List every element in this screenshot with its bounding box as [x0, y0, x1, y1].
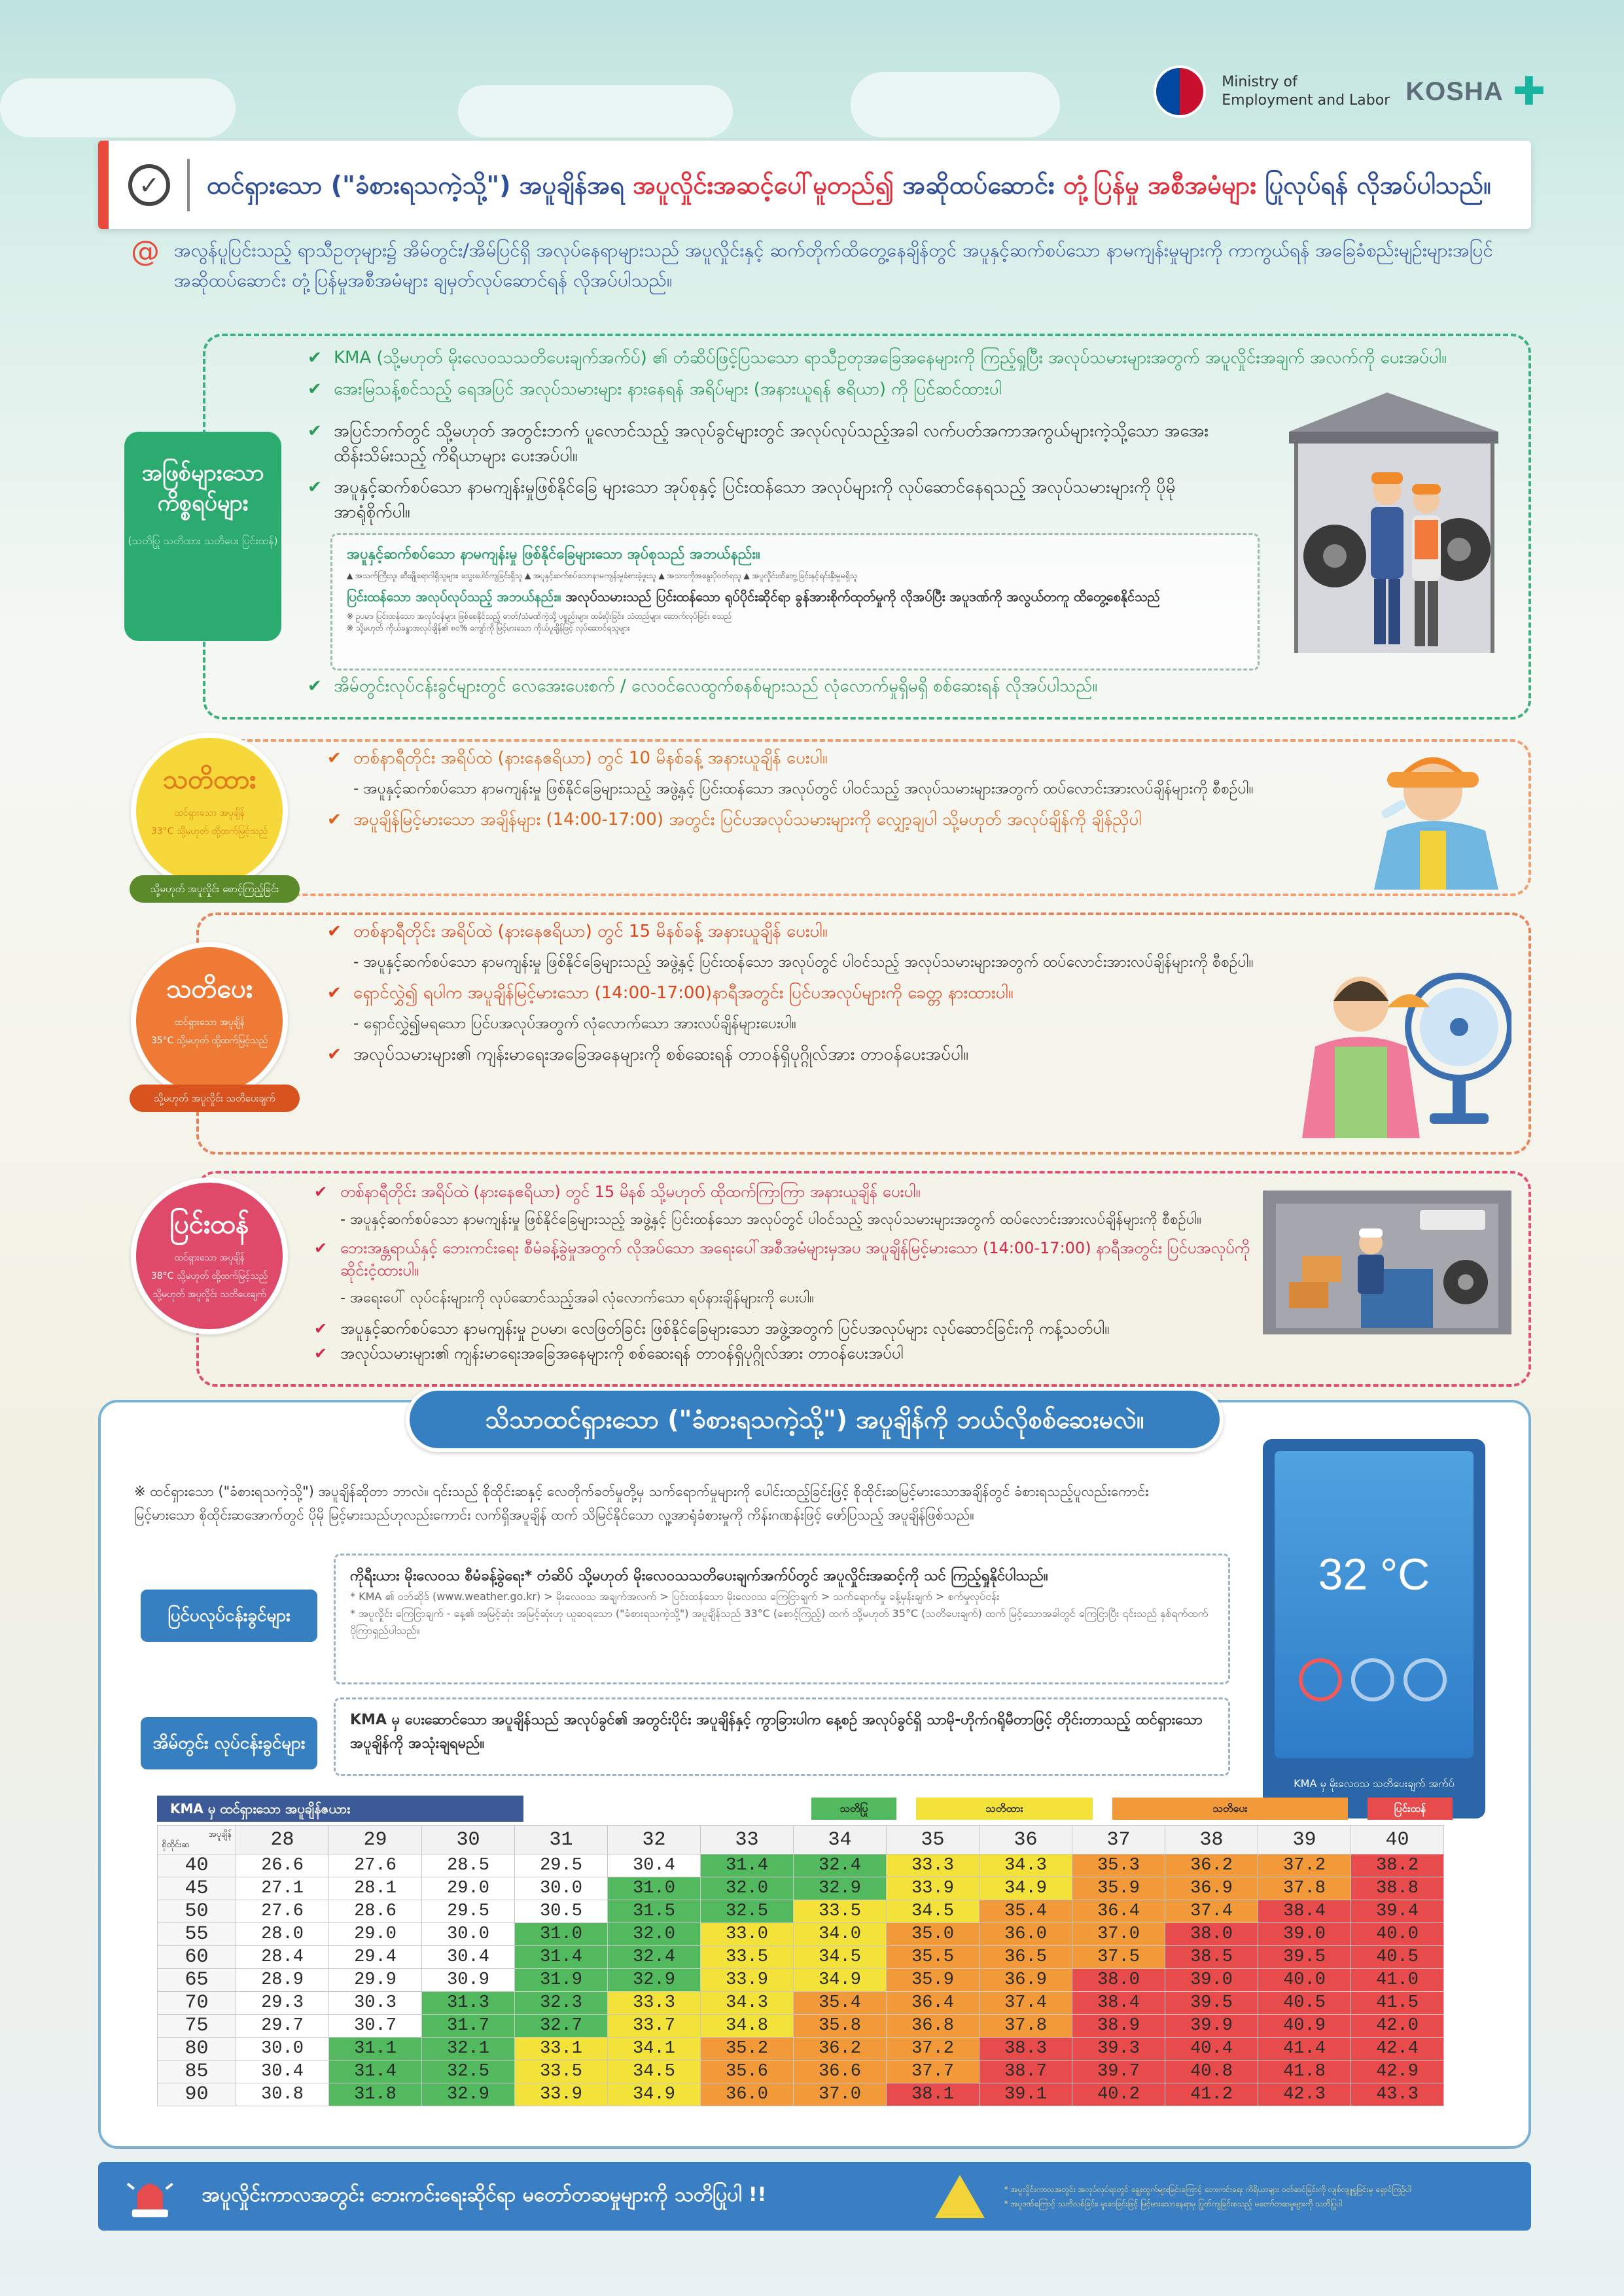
heat-index-cell: 32.4	[794, 1854, 887, 1877]
heat-index-cell: 42.3	[1258, 2083, 1351, 2106]
caution-level-items	[327, 746, 1309, 839]
heat-index-cell: 28.9	[236, 1969, 329, 1992]
cloud-decoration	[851, 72, 1060, 137]
ministry-logo-icon	[1154, 65, 1206, 118]
heat-index-cell: 31.9	[515, 1969, 608, 1992]
weather-app-caption: KMA မှ မိုးလေဝသ သတိပေးချက် အက်ပ်	[1294, 1777, 1455, 1790]
heat-index-cell: 33.9	[887, 1877, 980, 1900]
heat-index-cell: 43.3	[1351, 2083, 1444, 2106]
heat-index-cell: 38.2	[1351, 1854, 1444, 1877]
heat-index-cell: 36.0	[701, 2083, 794, 2106]
temperature-header: 34	[794, 1826, 887, 1854]
heat-index-cell: 32.0	[701, 1877, 794, 1900]
heat-index-cell: 41.0	[1351, 1969, 1444, 1992]
check-icon: ✔	[308, 348, 322, 368]
heat-index-cell: 39.4	[1351, 1900, 1444, 1923]
heat-index-cell: 29.7	[236, 2015, 329, 2038]
temperature-header: 38	[1165, 1826, 1258, 1854]
heat-index-cell: 32.9	[608, 1969, 701, 1992]
weather-app-screenshot	[1263, 1439, 1485, 1818]
table-row	[158, 1923, 1444, 1946]
heat-index-cell: 34.9	[608, 2083, 701, 2106]
heat-index-cell: 35.5	[887, 1946, 980, 1969]
table-row	[158, 2015, 1444, 2038]
check-icon: ✔	[308, 676, 322, 696]
heat-index-cell: 31.0	[515, 1923, 608, 1946]
check-icon: ✔	[314, 1239, 328, 1257]
indoor-workplaces-label: အိမ်တွင်း လုပ်ငန်းခွင်များ	[141, 1717, 317, 1769]
humidity-cell: 85	[158, 2061, 236, 2083]
heat-index-cell: 35.8	[794, 2015, 887, 2038]
heat-index-cell: 36.0	[980, 1923, 1072, 1946]
heat-index-cell: 34.9	[980, 1877, 1072, 1900]
heat-index-cell: 35.2	[701, 2038, 794, 2061]
humidity-cell: 80	[158, 2038, 236, 2061]
heat-index-cell: 34.3	[701, 1992, 794, 2015]
heat-index-cell: 40.5	[1258, 1992, 1351, 2015]
heat-index-cell: 32.9	[794, 1877, 887, 1900]
heat-index-cell: 35.9	[1072, 1877, 1165, 1900]
heat-index-cell: 32.9	[422, 2083, 515, 2106]
heat-index-cell: 35.6	[701, 2061, 794, 2083]
heat-index-cell: 33.5	[794, 1900, 887, 1923]
heat-index-cell: 31.4	[701, 1854, 794, 1877]
heat-index-cell: 29.5	[515, 1854, 608, 1877]
footer-banner	[98, 2162, 1531, 2231]
check-icon: ✓	[128, 164, 170, 206]
heat-index-cell: 38.0	[1165, 1923, 1258, 1946]
table-heading: KMA မှ ထင်ရှားသော အပူချိန်ဇယား	[157, 1796, 523, 1822]
heat-index-cell: 36.9	[980, 1969, 1072, 1992]
heat-index-cell: 33.3	[608, 1992, 701, 2015]
warning-triangle-icon	[935, 2175, 985, 2218]
heat-index-cell: 32.4	[608, 1946, 701, 1969]
headline-banner	[98, 141, 1531, 229]
heat-index-cell: 32.0	[608, 1923, 701, 1946]
cloud-decoration	[0, 78, 236, 137]
heat-index-cell: 40.0	[1258, 1969, 1351, 1992]
heat-index-cell: 38.5	[1165, 1946, 1258, 1969]
heat-index-cell: 33.7	[608, 2015, 701, 2038]
weather-app-screen	[1275, 1451, 1474, 1758]
heat-index-cell: 39.5	[1258, 1946, 1351, 1969]
list-item: ✔ တစ်နာရီတိုင်း အရိပ်ထဲ (နားနေဧရိယာ) တွင် 15 မိနစ်ခန့် အနားယူချိန် ပေးပါ။	[327, 919, 1309, 944]
intro-paragraph: @ အလွန်ပူပြင်းသည့် ရာသီဥတုများ၌ အိမ်တွင်း/အိမ်ပြင်ရှိ အလုပ်နေရာများသည် အပူလှိုင်းနှင့် ဆက်တိုက်ထိတွေ့နေချိန်တွင် အပူနှင့်ဆက်စပ်သော နာမကျန်းမှုများကို ကာကွယ်ရန် အခြေခံစည်းမျဉ်းများအပြင် အဆိုထပ်ဆောင်း တုံ့ပြန်မှုအစီအမံများ ချမှတ်လုပ်ဆောင်ရန် လိုအပ်ပါသည်။	[131, 235, 1518, 296]
info-subheading: ပြင်းထန်သော အလုပ်လုပ်သည့် အဘယ်နည်း။ အလုပ်သမားသည် ပြင်းထန်သော ရုပ်ပိုင်းဆိုင်ရာ ခွန်အားစိုက်ထုတ်မှုကို လိုအပ်ပြီး အပူဒဏ်ကို အလွယ်တကူ ထိတွေ့စေနိုင်သည်	[347, 589, 1160, 604]
humidity-cell: 45	[158, 1877, 236, 1900]
heat-index-cell: 35.9	[887, 1969, 980, 1992]
heat-index-cell: 33.3	[887, 1854, 980, 1877]
caution-level-badge: သတိထား ထင်ရှားသော အပူချိန် 33°C သို့မဟုတ် ထို့ထက်မြင့်သည် သို့မဟုတ် အပူလှိုင်း စောင့်ကြည့်ခြင်း	[131, 733, 288, 890]
table-corner: အပူချိန် စိုထိုင်းဆ	[158, 1826, 236, 1854]
list-item: ✔ တစ်နာရီတိုင်း အရိပ်ထဲ (နားနေဧရိယာ) တွင် 10 မိနစ်ခန့် အနားယူချိန် ပေးပါ။	[327, 746, 1309, 771]
heat-index-cell: 31.1	[329, 2038, 422, 2061]
heat-index-cell: 30.4	[422, 1946, 515, 1969]
heat-index-cell: 39.0	[1258, 1923, 1351, 1946]
heat-index-cell: 40.0	[1351, 1923, 1444, 1946]
cloud-decoration	[458, 85, 733, 137]
heat-index-cell: 30.4	[236, 2061, 329, 2083]
heat-index-cell: 30.8	[236, 2083, 329, 2106]
table-row	[158, 1877, 1444, 1900]
check-icon: ✔	[314, 1183, 328, 1201]
humidity-cell: 65	[158, 1969, 236, 1992]
heat-index-cell: 36.6	[794, 2061, 887, 2083]
heat-index-cell: 32.3	[515, 1992, 608, 2015]
humidity-cell: 60	[158, 1946, 236, 1969]
heat-index-cell: 31.4	[329, 2061, 422, 2083]
heat-index-cell: 38.1	[887, 2083, 980, 2106]
heat-index-cell: 36.8	[887, 2015, 980, 2038]
heat-index-cell: 34.5	[887, 1900, 980, 1923]
fan-worker-illustration	[1296, 942, 1511, 1138]
heat-index-cell: 31.4	[515, 1946, 608, 1969]
heat-index-cell: 34.1	[608, 2038, 701, 2061]
heat-index-cell: 35.4	[980, 1900, 1072, 1923]
drinking-water-illustration	[1348, 746, 1511, 890]
heat-index-cell: 37.8	[980, 2015, 1072, 2038]
temperature-header: 33	[701, 1826, 794, 1854]
apparent-temperature-note: ※ ထင်ရှားသော ("ခံစားရသကဲ့သို့") အပူချိန်ဆိုတာ ဘာလဲ။ ၎င်းသည် စိုထိုင်းဆနှင့် လေတိုက်ခတ်မှုတို့မှ သက်ရောက်မှုများကို ပေါင်းထည့်ခြင်းဖြင့် စိုထိုင်းဆမြင့်မားသောအချိန်တွင် ခံစားရသည့်ပူလည်းကောင်း မြင့်မားသော စိုထိုင်းဆအောက်တွင် ပိုမို မြင့်မားသည်ဟုလည်းကောင်း လက်ရှိအပူချိန် ထက် သိမြင်နိုင်သော လူ့အာရုံခံစားမှုကို ကိန်းဂဏန်းဖြင့် ဖော်ပြသည့် အပူချိန်ဖြစ်သည်။	[134, 1484, 1149, 1523]
outdoor-info-box: ကိုရီးယား မိုးလေဝသ စီမံခန့်ခွဲရေး* တံဆိပ် သို့မဟုတ် မိုးလေဝသသတိပေးချက်အက်ပ်တွင် အပူလှိုင်းအဆင့်ကို သင် ကြည့်ရှုနိုင်ပါသည်။ * KMA ၏ ဝဘ်ဆိုဒ် (www.weather.go.kr) > မိုးလေဝသ အချက်အလက် > ပြင်းထန်သော မိုးလေဝသ ကြေငြာချက် > သက်ရောက်မှု ခန့်မှန်းချက် > စက်မှုလုပ်ငန်း * အပူလှိုင်း ကြေငြာချက် - နေ့၏ အမြင့်ဆုံး အမြင့်ဆုံးဟု ယူဆရသော ("ခံစားရသကဲ့သို့") အပူချိန်သည် 33°C (စောင့်ကြည့်) ထက် သို့မဟုတ် 35°C (သတိပေးချက်) ထက် မြင့်သောအခါတွင် ကြေငြာပြီး ၎င်းသည် နှစ်ရက်ထက် ပိုကြာရှည်ပါသည်။	[334, 1554, 1230, 1684]
heat-index-cell: 37.4	[1165, 1900, 1258, 1923]
humidity-cell: 40	[158, 1854, 236, 1877]
ministry-name: Ministry of Employment and Labor	[1222, 74, 1390, 109]
list-item: ✔ အေးမြသန့်စင်သည့် ရေအပြင် အလုပ်သမားများ နားနေရန် အရိပ်များ (အနားယူရန် ဧရိယာ) ကို ပြင်ဆင်ထားပါ	[308, 377, 1551, 402]
heat-index-cell: 37.4	[980, 1992, 1072, 2015]
heat-index-cell: 37.0	[794, 2083, 887, 2106]
heat-index-cell: 40.5	[1351, 1946, 1444, 1969]
check-icon: ✔	[327, 1045, 342, 1064]
footer-warning-text: အပူလှိုင်းကာလအတွင်း ဘေးကင်းရေးဆိုင်ရာ မတော်တဆမှုများကို သတိပြုပါ !!	[202, 2183, 767, 2206]
heat-index-cell: 27.6	[329, 1854, 422, 1877]
weather-app-temperature: 32 °C	[1318, 1550, 1430, 1599]
heat-index-cell: 39.0	[1165, 1969, 1258, 1992]
humidity-cell: 55	[158, 1923, 236, 1946]
list-item: ✔ အပြင်ဘက်တွင် သို့မဟုတ် အတွင်းဘက် ပူလောင်သည့် အလုပ်ခွင်များတွင် အလုပ်လုပ်သည့်အခါ လက်ပတ်အကာအကွယ်များကဲ့သို့သော အအေးထိန်းသိမ်းသည့် ကိရိယာများ ပေးအပ်ပါ။	[308, 419, 1224, 468]
list-item: ✔ အပူနှင့်ဆက်စပ်သော နာမကျန်းမှု ဥပမာ၊ လေဖြတ်ခြင်း ဖြစ်နိုင်ခြေများသော အဖွဲ့အတွက် ပြင်ပအလုပ်များ လုပ်ဆောင်ခြင်းကို ကန့်သတ်ပါ။	[314, 1319, 1110, 1338]
footer-notes: * အပူလှိုင်းကာလအတွင်း အလုပ်လုပ်ရာတွင် ချွေးထွက်များခြင်းကြောင့် ဘေးကင်းရေး ကိရိယာများ ဝတ်ဆင်ခြင်းကို လျစ်လျူရှုခြင်းမှ ရှောင်ကြဉ်ပါ * အပူဒဏ်ကြောင့် သတိလစ်ခြင်း၊ မူးဝေခြင်းဖြင့် မြင့်မားသောနေရာမှ ပြုတ်ကျခြင်းစသည့် မတော်တဆမှုများကို သတိပြုပါ	[1004, 2184, 1411, 2208]
sub-item: - အပူနှင့်ဆက်စပ်သော နာမကျန်းမှု ဖြစ်နိုင်ခြေများသည့် အဖွဲ့နှင့် ပြင်းထန်သော အလုပ်တွင် ပါဝင်သည့် အလုပ်သမားများအတွက် ထပ်လောင်းအားလပ်ချိန်များကို စီစဉ်ပါ။	[340, 1209, 1263, 1230]
heat-index-cell: 28.5	[422, 1854, 515, 1877]
heat-index-cell: 32.1	[422, 2038, 515, 2061]
heat-index-cell: 31.5	[608, 1900, 701, 1923]
general-level-label: အဖြစ်များသော ကိစ္စရပ်များ (သတိပြု သတိထား သတိပေး ပြင်းထန်)	[124, 432, 281, 641]
heat-index-cell: 33.1	[515, 2038, 608, 2061]
table-row	[158, 2038, 1444, 2061]
heat-index-cell: 29.0	[329, 1923, 422, 1946]
legend-warning: သတိပေး	[1112, 1798, 1348, 1820]
logo-row	[1154, 65, 1545, 118]
heat-index-cell: 35.3	[1072, 1854, 1165, 1877]
heat-index-cell: 32.5	[422, 2061, 515, 2083]
heat-index-cell: 42.9	[1351, 2061, 1444, 2083]
heat-index-cell: 39.7	[1072, 2061, 1165, 2083]
list-item: ✔ KMA (သို့မဟုတ် မိုးလေဝသသတိပေးချက်အက်ပ်) ၏ တံဆိပ်ဖြင့်ပြသသော ရာသီဥတုအခြေအနေများကို ကြည့်ရှုပြီး အလုပ်သမားများအတွက် အပူလှိုင်းအချက် အလက်ကို ပေးအပ်ပါ။	[308, 345, 1551, 370]
heat-index-cell: 38.4	[1072, 1992, 1165, 2015]
temperature-header: 29	[329, 1826, 422, 1854]
heat-index-cell: 29.3	[236, 1992, 329, 2015]
table-header-row	[158, 1826, 1444, 1854]
check-icon: ✔	[314, 1319, 328, 1338]
legend-attention: သတိပြု	[811, 1798, 896, 1820]
heat-index-cell: 28.4	[236, 1946, 329, 1969]
heat-index-cell: 33.5	[701, 1946, 794, 1969]
heat-index-cell: 30.5	[515, 1900, 608, 1923]
legend-caution: သတိထား	[916, 1798, 1093, 1820]
check-icon: ✔	[327, 983, 342, 1003]
heat-index-cell: 36.5	[980, 1946, 1072, 1969]
heat-index-table	[157, 1825, 1444, 2106]
table-row	[158, 1900, 1444, 1923]
list-item: ✔ အလုပ်သမားများ၏ ကျန်းမာရေးအခြေအနေများကို စစ်ဆေးရန် တာဝန်ရှိပုဂ္ဂိုလ်အား တာဝန်ပေးအပ်ပါ	[314, 1344, 904, 1363]
table-row	[158, 2061, 1444, 2083]
heat-index-cell: 38.0	[1072, 1969, 1165, 1992]
heat-index-cell: 29.4	[329, 1946, 422, 1969]
heat-index-cell: 34.5	[794, 1946, 887, 1969]
heat-index-cell: 30.0	[422, 1923, 515, 1946]
divider	[187, 159, 190, 211]
severe-level-badge: ပြင်းထန် ထင်ရှားသော အပူချိန် 38°C သို့မဟုတ် ထို့ထက်မြင့်သည် သို့မဟုတ် အပူလှိုင်း သတိပေးချက်	[131, 1177, 288, 1334]
general-level-items-2	[308, 419, 1224, 531]
list-item: ✔ ဘေးအန္တရာယ်နှင့် ဘေးကင်းရေး စီမံခန့်ခွဲမှုအတွက် လိုအပ်သော အရေးပေါ်အစီအမံများမှအပ အပူချိန်မြင့်မားသော (14:00-17:00) နာရီအတွင်း ပြင်ပအလုပ်ကို ဆိုင်းငံ့ထားပါ။	[314, 1237, 1263, 1281]
check-icon: ✔	[314, 1344, 328, 1363]
heat-index-cell: 40.4	[1165, 2038, 1258, 2061]
severe-level-items	[314, 1181, 1263, 1315]
shade-tent-illustration	[1263, 386, 1511, 661]
heat-index-cell: 29.9	[329, 1969, 422, 1992]
humidity-cell: 90	[158, 2083, 236, 2106]
heat-index-cell: 39.3	[1072, 2038, 1165, 2061]
warning-level-items	[327, 919, 1309, 1073]
table-row	[158, 1969, 1444, 1992]
heat-index-cell: 34.8	[701, 2015, 794, 2038]
heat-index-cell: 34.5	[608, 2061, 701, 2083]
sub-item: - အပူနှင့်ဆက်စပ်သော နာမကျန်းမှု ဖြစ်နိုင်ခြေများသည့် အဖွဲ့နှင့် ပြင်းထန်သော အလုပ်တွင် ပါဝင်သည့် အလုပ်သမားများအတွက် ထပ်လောင်းအားလပ်ချိန်များကို စီစဉ်ပါ။	[353, 777, 1309, 801]
risk-group-infobox: အပူနှင့်ဆက်စပ်သော နာမကျန်းမှု ဖြစ်နိုင်ခြေများသော အုပ်စုသည် အဘယ်နည်း။ ▲ အသက်ကြီးသူ၊ ဆီးချိုရောဂါရှိသူများ၊ သွေးပေါင်ကျခြင်းရှိသူ ▲ အပူနှင့်ဆက်စပ်သောနာမကျန်းမှုခံစားခဲ့ဖူးသူ ▲ အသားကိုအနွေးပိုဝတ်ရသူ ▲ အပူလှိုင်းထိတွေ့ခြင်းနှင့်ရင်းနှီးမှုမရှိသူ ပြင်းထန်သော အလုပ်လုပ်သည့် အဘယ်နည်း။ အလုပ်သမားသည် ပြင်းထန်သော ရုပ်ပိုင်းဆိုင်ရာ ခွန်အားစိုက်ထုတ်မှုကို လိုအပ်ပြီး အပူဒဏ်ကို အလွယ်တကူ ထိတွေ့စေနိုင်သည် ※ ဥပမာ၊ ပြင်းထန်သော အလုပ်ဝန်များ ဖြစ်စေနိုင်သည့် ဓာတ်/သံမဏိကဲ့သို့ ပစ္စည်းများ ထမ်းပိုးခြင်း၊ သံထည်များ ဆောက်လုပ်ခြင်း စသည် ※ သို့မဟုတ် ကိုယ်ခန္ဓာအလုပ်ချိန်၏ ၈၀% ကျော်ကို မြင့်မားသော ကိုယ်ပူချိန်ဖြင့် လုပ်ဆောင်ရသူများ	[330, 533, 1260, 670]
temperature-header: 30	[422, 1826, 515, 1854]
heat-index-cell: 34.3	[980, 1854, 1072, 1877]
heat-index-cell: 28.0	[236, 1923, 329, 1946]
heat-index-cell: 35.0	[887, 1923, 980, 1946]
spiral-icon: @	[131, 235, 160, 268]
list-item: ✔ အိမ်တွင်းလုပ်ငန်းခွင်များတွင် လေအေးပေးစက် / လေဝင်လေထွက်စနစ်များသည် လုံလောက်မှုရှိမရှိ စစ်ဆေးရန် လိုအပ်ပါသည်။	[308, 674, 1518, 699]
heat-index-cell: 36.2	[794, 2038, 887, 2061]
heat-index-cell: 27.1	[236, 1877, 329, 1900]
heat-index-cell: 30.0	[515, 1877, 608, 1900]
heat-index-cell: 31.0	[608, 1877, 701, 1900]
heat-index-cell: 39.1	[980, 2083, 1072, 2106]
indoor-info-box: KMA မှ ပေးဆောင်သော အပူချိန်သည် အလုပ်ခွင်၏ အတွင်းပိုင်း အပူချိန်နှင့် ကွာခြားပါက နေ့စဉ် အလုပ်ခွင်ရှိ သာမို-ဟိုက်ဂရိုမီတာဖြင့် တိုင်းတာသည့် ထင်ရှားသော အပူချိန်ကို အသုံးချရမည်။	[334, 1697, 1230, 1776]
heat-index-cell: 26.6	[236, 1854, 329, 1877]
heat-index-cell: 41.5	[1351, 1992, 1444, 2015]
check-icon: ✔	[308, 421, 322, 441]
heat-index-cell: 31.8	[329, 2083, 422, 2106]
heat-index-cell: 41.2	[1165, 2083, 1258, 2106]
heat-index-cell: 29.0	[422, 1877, 515, 1900]
heat-index-cell: 35.4	[794, 1992, 887, 2015]
heat-index-cell: 27.6	[236, 1900, 329, 1923]
kosha-logo: KOSHA	[1405, 77, 1504, 106]
weather-gauge-icon	[1294, 1647, 1451, 1719]
heat-index-cell: 39.9	[1165, 2015, 1258, 2038]
heat-index-cell: 37.2	[1258, 1854, 1351, 1877]
list-item: ✔ အပူနှင့်ဆက်စပ်သော နာမကျန်းမှုဖြစ်နိုင်ခြေ များသော အုပ်စုနှင့် ပြင်းထန်သော အလုပ်များကို လုပ်ဆောင်နေရသည့် အလုပ်သမားများကို ပိုမိုအာရုံစိုက်ပါ။	[308, 475, 1224, 525]
temperature-header: 28	[236, 1826, 329, 1854]
heat-index-cell: 33.9	[701, 1969, 794, 1992]
heat-index-cell: 30.9	[422, 1969, 515, 1992]
heat-index-cell: 34.9	[794, 1969, 887, 1992]
heat-index-cell: 38.7	[980, 2061, 1072, 2083]
heat-index-cell: 42.0	[1351, 2015, 1444, 2038]
indoor-factory-illustration	[1263, 1191, 1511, 1334]
temperature-header: 31	[515, 1826, 608, 1854]
heat-index-cell: 39.5	[1165, 1992, 1258, 2015]
heat-index-cell: 42.4	[1351, 2038, 1444, 2061]
heat-index-cell: 37.2	[887, 2038, 980, 2061]
heat-index-cell: 28.6	[329, 1900, 422, 1923]
temperature-header: 36	[980, 1826, 1072, 1854]
heat-index-cell: 33.0	[701, 1923, 794, 1946]
outdoor-workplaces-label: ပြင်ပလုပ်ငန်းခွင်များ	[141, 1590, 317, 1642]
heat-index-cell: 30.0	[236, 2038, 329, 2061]
legend-severe: ပြင်းထန်	[1368, 1798, 1453, 1820]
sub-item: - ရှောင်လွှဲ၍မရသော ပြင်ပအလုပ်အတွက် လုံလောက်သော အားလပ်ချိန်များပေးပါ။	[353, 1012, 1309, 1035]
check-icon: ✔	[308, 379, 322, 399]
heat-index-cell: 38.4	[1258, 1900, 1351, 1923]
table-row	[158, 1854, 1444, 1877]
heat-index-cell: 38.8	[1351, 1877, 1444, 1900]
heat-index-cell: 28.1	[329, 1877, 422, 1900]
heat-index-cell: 40.8	[1165, 2061, 1258, 2083]
check-icon: ✔	[308, 478, 322, 497]
heat-index-cell: 33.9	[515, 2083, 608, 2106]
heat-index-cell: 36.2	[1165, 1854, 1258, 1877]
heat-index-cell: 41.8	[1258, 2061, 1351, 2083]
check-icon: ✔	[327, 922, 342, 941]
heat-index-cell: 37.0	[1072, 1923, 1165, 1946]
heat-index-cell: 37.8	[1258, 1877, 1351, 1900]
table-row	[158, 2083, 1444, 2106]
sub-item: - အရေးပေါ် လုပ်ငန်းများကို လုပ်ဆောင်သည့်အခါ လုံလောက်သော ရပ်နားချိန်များကို ပေးပါ။	[340, 1288, 1263, 1309]
list-item: ✔ အလုပ်သမားများ၏ ကျန်းမာရေးအခြေအနေများကို စစ်ဆေးရန် တာဝန်ရှိပုဂ္ဂိုလ်အား တာဝန်ပေးအပ်ပါ။	[327, 1042, 1309, 1067]
table-row	[158, 1992, 1444, 2015]
table-row	[158, 1946, 1444, 1969]
list-item: ✔ အပူချိန်မြင့်မားသော အချိန်များ (14:00-17:00) အတွင်း ပြင်ပအလုပ်သမားများကို လျှော့ချပါ သို့မဟုတ် အလုပ်ချိန်ကို ချိန်ညှိပါ	[327, 807, 1309, 832]
heat-index-cell: 30.3	[329, 1992, 422, 2015]
temperature-header: 40	[1351, 1826, 1444, 1854]
heat-index-cell: 36.4	[887, 1992, 980, 2015]
temperature-header: 39	[1258, 1826, 1351, 1854]
heat-index-cell: 36.4	[1072, 1900, 1165, 1923]
check-section-title: သိသာထင်ရှားသော ("ခံစားရသကဲ့သို့") အပူချိန်ကို ဘယ်လိုစစ်ဆေးမလဲ။	[406, 1387, 1224, 1452]
heat-index-cell: 40.2	[1072, 2083, 1165, 2106]
temperature-header: 37	[1072, 1826, 1165, 1854]
heat-index-cell: 36.9	[1165, 1877, 1258, 1900]
humidity-cell: 75	[158, 2015, 236, 2038]
heat-index-cell: 38.3	[980, 2038, 1072, 2061]
check-icon: ✔	[327, 748, 342, 768]
sub-item: - အပူနှင့်ဆက်စပ်သော နာမကျန်းမှု ဖြစ်နိုင်ခြေများသည့် အဖွဲ့နှင့် ပြင်းထန်သော အလုပ်တွင် ပါဝင်သည့် အလုပ်သမားများအတွက် ထပ်လောင်းအားလပ်ချိန်များကို စီစဉ်ပါ။	[353, 950, 1309, 974]
check-icon: ✔	[327, 810, 342, 829]
general-level-items-3	[308, 674, 1518, 705]
heat-index-cell: 38.9	[1072, 2015, 1165, 2038]
list-item: ✔ တစ်နာရီတိုင်း အရိပ်ထဲ (နားနေဧရိယာ) တွင် 15 မိနစ် သို့မဟုတ် ထိုထက်ကြာကြာ အနားယူချိန် ပေးပါ။	[314, 1181, 1263, 1203]
list-item: ✔ ရှောင်လွှဲ၍ ရပါက အပူချိန်မြင့်မားသော (14:00-17:00)နာရီအတွင်း ပြင်ပအလုပ်များကို ခေတ္တ နားထားပါ။	[327, 981, 1309, 1005]
warning-level-badge: သတိပေး ထင်ရှားသော အပူချိန် 35°C သို့မဟုတ် ထို့ထက်မြင့်သည် သို့မဟုတ် အပူလှိုင်း သတိပေးချက်	[131, 942, 288, 1099]
heat-index-cell: 32.7	[515, 2015, 608, 2038]
temperature-header: 35	[887, 1826, 980, 1854]
heat-index-cell: 40.9	[1258, 2015, 1351, 2038]
humidity-cell: 50	[158, 1900, 236, 1923]
heat-index-cell: 37.7	[887, 2061, 980, 2083]
heat-index-cell: 31.7	[422, 2015, 515, 2038]
heat-index-cell: 30.7	[329, 2015, 422, 2038]
temperature-header: 32	[608, 1826, 701, 1854]
heat-index-cell: 29.5	[422, 1900, 515, 1923]
siren-icon	[124, 2170, 176, 2223]
headline-text: ထင်ရှားသော ("ခံစားရသကဲ့သို့") အပူချိန်အရ အပူလှိုင်းအဆင့်ပေါ်မူတည်၍ အဆိုထပ်ဆောင်း တုံ့ပြန်မှု အစီအမံများ ပြုလုပ်ရန် လိုအပ်ပါသည်။	[207, 170, 1491, 200]
heat-index-cell: 34.0	[794, 1923, 887, 1946]
heat-index-cell: 37.5	[1072, 1946, 1165, 1969]
heat-index-cell: 31.3	[422, 1992, 515, 2015]
heat-index-cell: 41.4	[1258, 2038, 1351, 2061]
humidity-cell: 70	[158, 1992, 236, 2015]
heat-index-cell: 30.4	[608, 1854, 701, 1877]
heat-index-cell: 33.5	[515, 2061, 608, 2083]
heat-index-cell: 32.5	[701, 1900, 794, 1923]
kosha-plus-icon: ✚	[1512, 69, 1545, 114]
